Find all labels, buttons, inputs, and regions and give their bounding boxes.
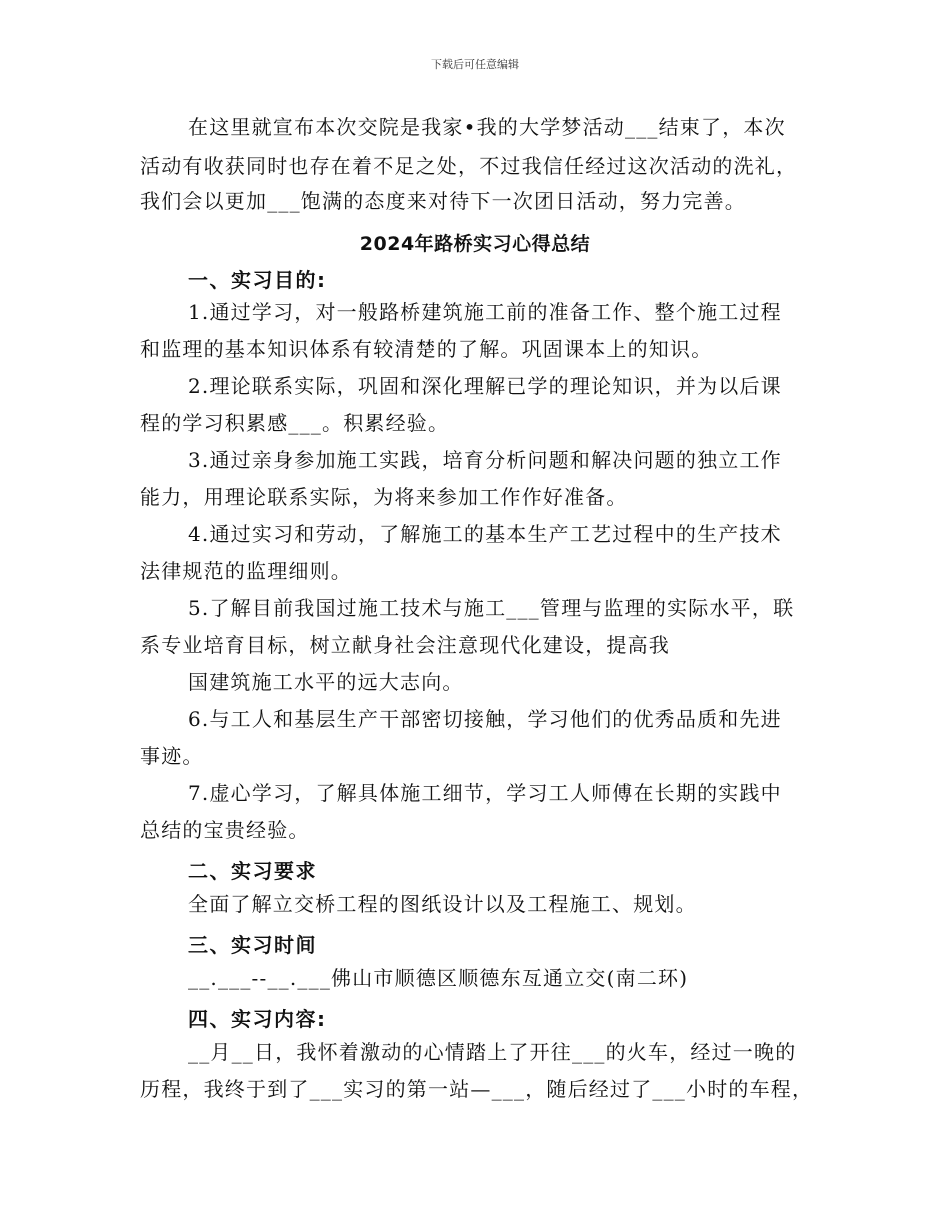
purpose-item-1-line-1: 1.通过学习，对一般路桥建筑施工前的准备工作、整个施工过程 [188, 300, 782, 324]
purpose-item-5-line-3: 国建筑施工水平的远大志向。 [188, 670, 464, 694]
section-heading-requirements: 二、实习要求 [188, 859, 317, 883]
intro-line-3: 我们会以更加___饱满的态度来对待下一次团日活动，努力完善。 [140, 189, 746, 213]
purpose-item-6-line-2: 事迹。 [140, 744, 204, 768]
header-note: 下载后可任意编辑 [431, 58, 519, 71]
purpose-item-4-line-2: 法律规范的监理细则。 [140, 559, 352, 583]
purpose-item-7-line-2: 总结的宝贵经验。 [140, 818, 310, 842]
intro-line-2: 活动有收获同时也存在着不足之处，不过我信任经过这次活动的洗礼， [140, 154, 798, 178]
content-line-2: 历程，我终于到了___实习的第一站—___，随后经过了___小时的车程， [140, 1077, 814, 1101]
document-title: 2024年路桥实习心得总结 [359, 233, 591, 255]
purpose-item-2-line-1: 2.理论联系实际，巩固和深化理解已学的理论知识，并为以后课 [188, 374, 782, 398]
requirements-text: 全面了解立交桥工程的图纸设计以及工程施工、规划。 [188, 892, 697, 916]
purpose-item-4-line-1: 4.通过实习和劳动，了解施工的基本生产工艺过程中的生产技术 [188, 522, 782, 546]
section-heading-purpose: 一、实习目的: [188, 268, 327, 292]
purpose-item-7-line-1: 7.虚心学习，了解具体施工细节，学习工人师傅在长期的实践中 [188, 781, 782, 805]
purpose-item-5-line-1: 5.了解目前我国过施工技术与施工___管理与监理的实际水平，联 [188, 596, 795, 620]
purpose-item-6-line-1: 6.与工人和基层生产干部密切接触，学习他们的优秀品质和先进 [188, 707, 782, 731]
purpose-item-2-line-2: 程的学习积累感___。积累经验。 [140, 411, 450, 435]
purpose-item-1-line-2: 和监理的基本知识体系有较清楚的了解。巩固课本上的知识。 [140, 337, 713, 361]
purpose-item-5-line-2: 系专业培育目标，树立献身社会注意现代化建设，提高我 [140, 633, 670, 657]
content-line-1: __月__日，我怀着激动的心情踏上了开往___的火车，经过一晚的 [188, 1040, 797, 1064]
section-heading-time: 三、实习时间 [188, 933, 317, 957]
purpose-item-3-line-1: 3.通过亲身参加施工实践，培育分析问题和解决问题的独立工作 [188, 448, 782, 472]
purpose-item-3-line-2: 能力，用理论联系实际，为将来参加工作作好准备。 [140, 485, 628, 509]
time-text: __.___--__.___佛山市顺德区顺德东亙通立交(南二环) [188, 966, 689, 990]
intro-line-1: 在这里就宣布本次交院是我家•我的大学梦活动___结束了，本次 [188, 115, 786, 139]
section-heading-content: 四、实习内容: [188, 1007, 327, 1031]
